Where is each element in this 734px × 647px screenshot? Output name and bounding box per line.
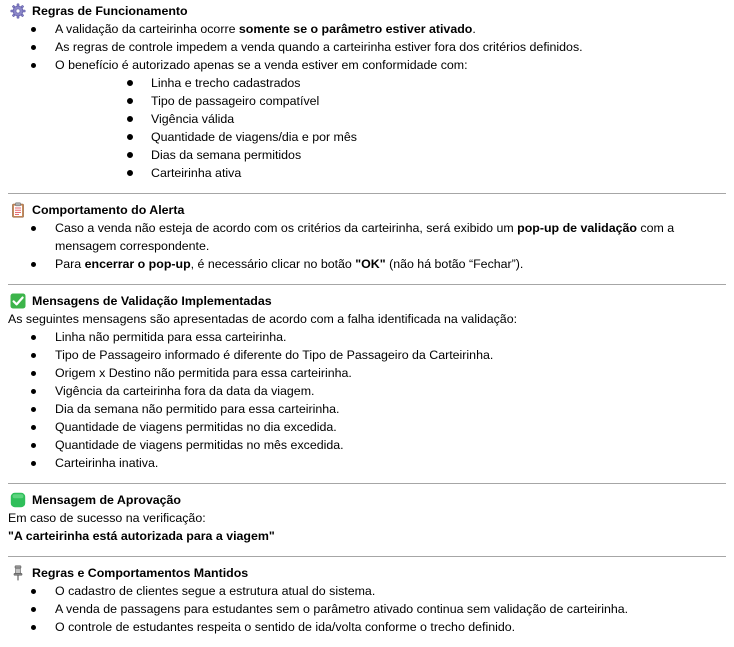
gear-icon xyxy=(10,3,26,19)
list-item: O benefício é autorizado apenas se a venda estiver em conformidade com: Linha e trecho cadastrados Tipo de passageiro compatível Vigência válida Quantidade de viagens/dia e por mês Dias da semana permitidos Carteirinha ativa xyxy=(8,56,726,182)
list-item: Caso a venda não esteja de acordo com os critérios da carteirinha, será exibido um pop-up de validação com a mensagem correspondente. xyxy=(8,219,726,255)
list-item: Carteirinha inativa. xyxy=(8,454,726,472)
section-kept xyxy=(8,564,726,636)
alert-list xyxy=(8,219,726,273)
list-item: Quantidade de viagens permitidas no mês excedida. xyxy=(8,436,726,454)
list-item: Dia da semana não permitido para essa carteirinha. xyxy=(8,400,726,418)
criteria-sublist xyxy=(55,74,726,182)
kept-heading xyxy=(8,564,726,582)
clipboard-icon xyxy=(10,202,26,218)
messages-heading xyxy=(8,292,726,310)
list-item: A validação da carteirinha ocorre somente se o parâmetro estiver ativado. xyxy=(8,20,726,38)
sub-list-item: Tipo de passageiro compatível xyxy=(55,92,726,110)
list-item: Linha não permitida para essa carteirinha. xyxy=(8,328,726,346)
approval-message: "A carteirinha está autorizada para a viagem" xyxy=(8,529,275,543)
alert-title: Comportamento do Alerta xyxy=(32,203,185,217)
sub-list-item: Vigência válida xyxy=(55,110,726,128)
list-item: Vigência da carteirinha fora da data da viagem. xyxy=(8,382,726,400)
section-messages xyxy=(8,292,726,472)
sub-list-item: Linha e trecho cadastrados xyxy=(55,74,726,92)
list-item: Origem x Destino não permitida para essa carteirinha. xyxy=(8,364,726,382)
rules-list xyxy=(8,20,726,182)
list-item: O cadastro de clientes segue a estrutura atual do sistema. xyxy=(8,582,726,600)
sub-list-item: Quantidade de viagens/dia e por mês xyxy=(55,128,726,146)
divider xyxy=(8,556,726,557)
approval-heading xyxy=(8,491,726,509)
messages-list xyxy=(8,328,726,472)
pushpin-icon xyxy=(10,565,26,581)
rules-title: Regras de Funcionamento xyxy=(32,4,188,18)
messages-intro: As seguintes mensagens são apresentadas de acordo com a falha identificada na validação: xyxy=(8,312,518,326)
approval-intro: Em caso de sucesso na verificação: xyxy=(8,511,206,525)
list-item: Para encerrar o pop-up, é necessário clicar no botão "OK" (não há botão “Fechar”). xyxy=(8,255,726,273)
list-item: Tipo de Passageiro informado é diferente do Tipo de Passageiro da Carteirinha. xyxy=(8,346,726,364)
alert-heading xyxy=(8,201,726,219)
divider xyxy=(8,483,726,484)
kept-list xyxy=(8,582,726,636)
check-mark-icon xyxy=(10,293,26,309)
approval-title: Mensagem de Aprovação xyxy=(32,493,181,507)
rules-heading xyxy=(8,2,726,20)
divider xyxy=(8,284,726,285)
kept-title: Regras e Comportamentos Mantidos xyxy=(32,566,249,580)
list-item: A venda de passagens para estudantes sem o parâmetro ativado continua sem validação de carteirinha. xyxy=(8,600,726,618)
divider xyxy=(8,193,726,194)
list-item: As regras de controle impedem a venda quando a carteirinha estiver fora dos critérios definidos. xyxy=(8,38,726,56)
section-approval xyxy=(8,491,726,545)
messages-title: Mensagens de Validação Implementadas xyxy=(32,294,272,308)
list-item: Quantidade de viagens permitidas no dia excedida. xyxy=(8,418,726,436)
sub-list-item: Dias da semana permitidos xyxy=(55,146,726,164)
sub-list-item: Carteirinha ativa xyxy=(55,164,726,182)
list-item: O controle de estudantes respeita o sentido de ida/volta conforme o trecho definido. xyxy=(8,618,726,636)
section-alert xyxy=(8,201,726,273)
green-square-icon xyxy=(10,492,26,508)
section-rules xyxy=(8,2,726,182)
